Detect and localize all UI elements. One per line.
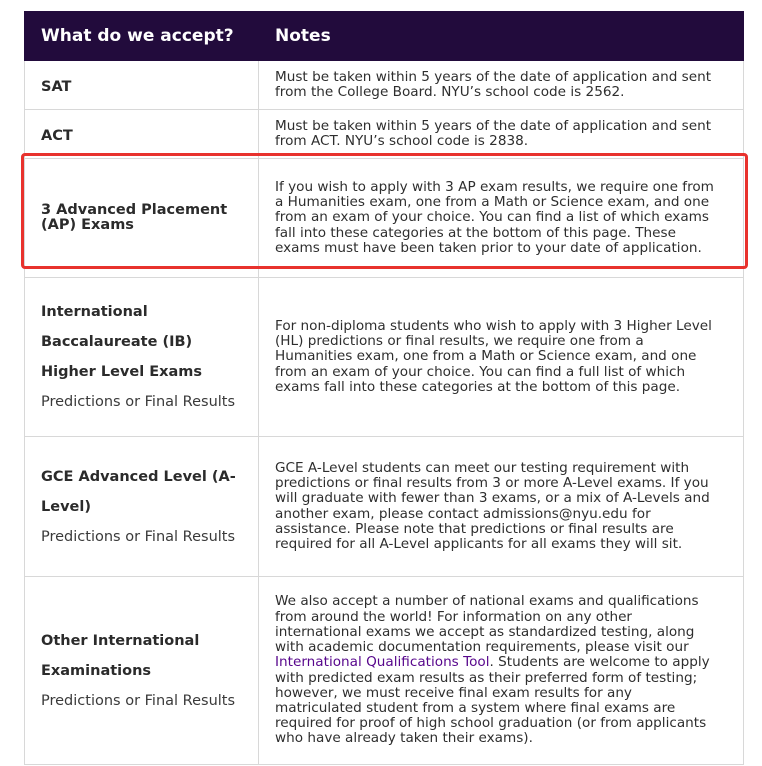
exam-note: [275, 594, 727, 746]
header-notes: Notes: [259, 12, 744, 61]
exam-subtitle: Predictions or Final Results: [41, 528, 236, 545]
exam-cell: [25, 437, 259, 577]
notes-cell: [259, 61, 744, 110]
note-text-after: . Students are welcome to apply with predicted exam results as their preferred form of testing; however, we must receive final exam results for any matriculated student from a system where final exams are required for proof of high school graduation (or from applicants who have already taken their exams).: [275, 654, 710, 747]
notes-cell: [259, 278, 744, 437]
table-row-other-international: [25, 577, 744, 765]
exam-subtitle: Predictions or Final Results: [41, 692, 236, 709]
header-what-we-accept: What do we accept?: [25, 12, 259, 61]
exam-cell: [25, 278, 259, 437]
international-qualifications-tool-link[interactable]: International Qualifications Tool: [275, 654, 490, 671]
exam-note: GCE A-Level students can meet our testing requirement with predictions or final results from 3 or more A-Level exams. If you will graduate with fewer than 3 exams, or a mix of A-Levels and another exam, please contact admissions@nyu.edu for assistance. Please note that predictions or final results are required for all A-Level applicants for all exams they will sit.: [275, 459, 710, 552]
exam-note: For non-diploma students who wish to apply with 3 Higher Level (HL) predictions or final results, we require one from a Humanities exam, one from a Math or Science exam, and one from an exam of your choice. You can find a full list of which exams fall into these categories at the bottom of this page.: [275, 317, 712, 395]
exam-name: GCE Advanced Level (A-Level): [41, 468, 236, 515]
exam-cell: [25, 159, 259, 278]
notes-cell: [259, 577, 744, 765]
exam-name: International Baccalaureate (IB) Higher Level Exams: [41, 304, 203, 380]
exam-subtitle: Predictions or Final Results: [41, 394, 236, 410]
exam-cell: [25, 61, 259, 110]
exam-note: If you wish to apply with 3 AP exam results, we require one from a Humanities exam, one from a Math or Science exam, and one from an exam of your choice. You can find a list of which exams fall into these categories at the bottom of this page. These exams must have been taken prior to your date of application.: [275, 178, 714, 256]
table-row-a-level: [25, 437, 744, 577]
exam-note: Must be taken within 5 years of the date of application and sent from ACT. NYU’s school code is 2838.: [275, 117, 712, 149]
table-row-ib: [25, 278, 744, 437]
exam-name: Other International Examinations: [41, 632, 200, 679]
exam-cell: [25, 577, 259, 765]
table-row-act: [25, 110, 744, 159]
notes-cell: [259, 159, 744, 278]
exam-name: ACT: [41, 127, 73, 144]
table-row-ap: [25, 159, 744, 278]
exam-note: Must be taken within 5 years of the date of application and sent from the College Board. NYU’s school code is 2562.: [275, 68, 712, 100]
note-text-before: We also accept a number of national exams and qualifications from around the world! For information on any other international exams we accept as standardized testing, along with academic documentation requirements, please visit our: [275, 593, 699, 656]
notes-cell: [259, 437, 744, 577]
exam-name: SAT: [41, 78, 72, 95]
testing-requirements-table: [24, 11, 744, 765]
exam-name: 3 Advanced Placement (AP) Exams: [41, 202, 228, 233]
exam-cell: [25, 110, 259, 159]
table-row-sat: [25, 61, 744, 110]
notes-cell: [259, 110, 744, 159]
table-header-row: [25, 12, 744, 61]
